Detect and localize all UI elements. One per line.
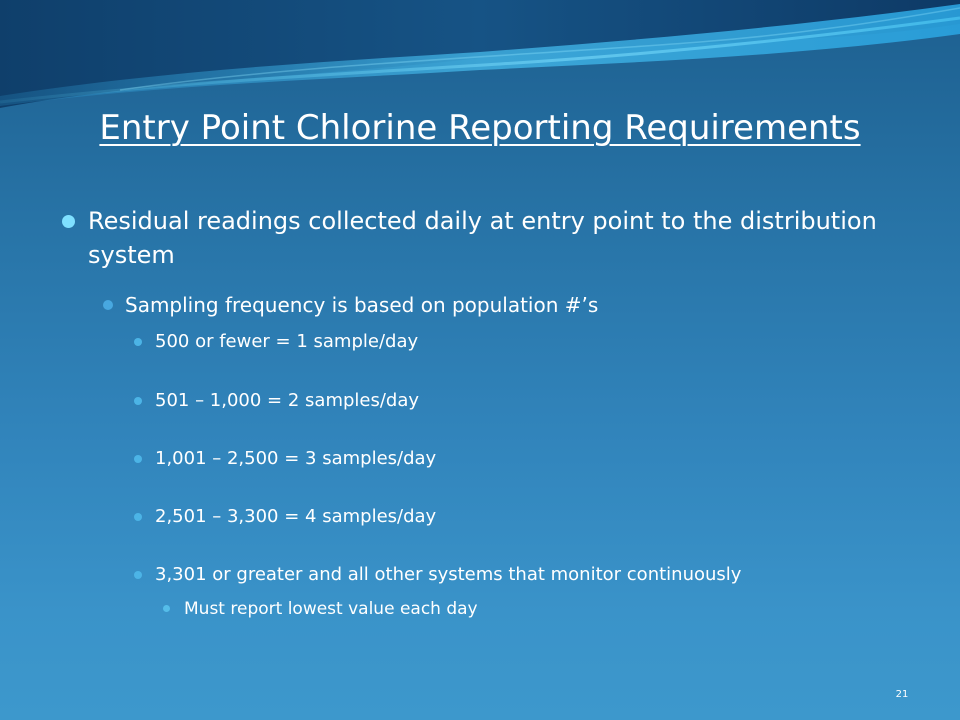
list-item [134,445,436,473]
bullet-dot-icon [134,338,142,346]
bullet-dot-icon [134,513,142,521]
bullet-level-1 [62,204,878,272]
bullet-text: Must report lowest value each day [184,599,478,619]
bullet-dot-icon [134,455,142,463]
list-item [134,503,436,531]
bullet-dot-icon [163,605,170,612]
bullet-dot-icon [134,397,142,405]
bullet-dot-icon [103,300,113,310]
slide-title: Entry Point Chlorine Reporting Requirements [99,108,861,148]
list-item-text: 501 – 1,000 = 2 samples/day [155,390,420,411]
list-item [134,328,418,356]
bullet-level-4 [163,596,478,622]
bullet-text: Sampling frequency is based on population #’s [125,293,599,317]
list-item-text: 1,001 – 2,500 = 3 samples/day [155,448,437,469]
list-item [134,387,419,415]
list-item-text: 2,501 – 3,300 = 4 samples/day [155,506,437,527]
list-item [134,561,741,589]
bullet-level-2 [103,290,598,320]
list-item-text: 3,301 or greater and all other systems that monitor continuously [155,564,742,585]
list-item-text: 500 or fewer = 1 sample/day [155,331,419,352]
page-number: 21 [895,689,909,700]
bullet-dot-icon [62,215,75,228]
bullet-text: Residual readings collected daily at entry point to the distribution system [88,207,877,269]
bullet-dot-icon [134,571,142,579]
